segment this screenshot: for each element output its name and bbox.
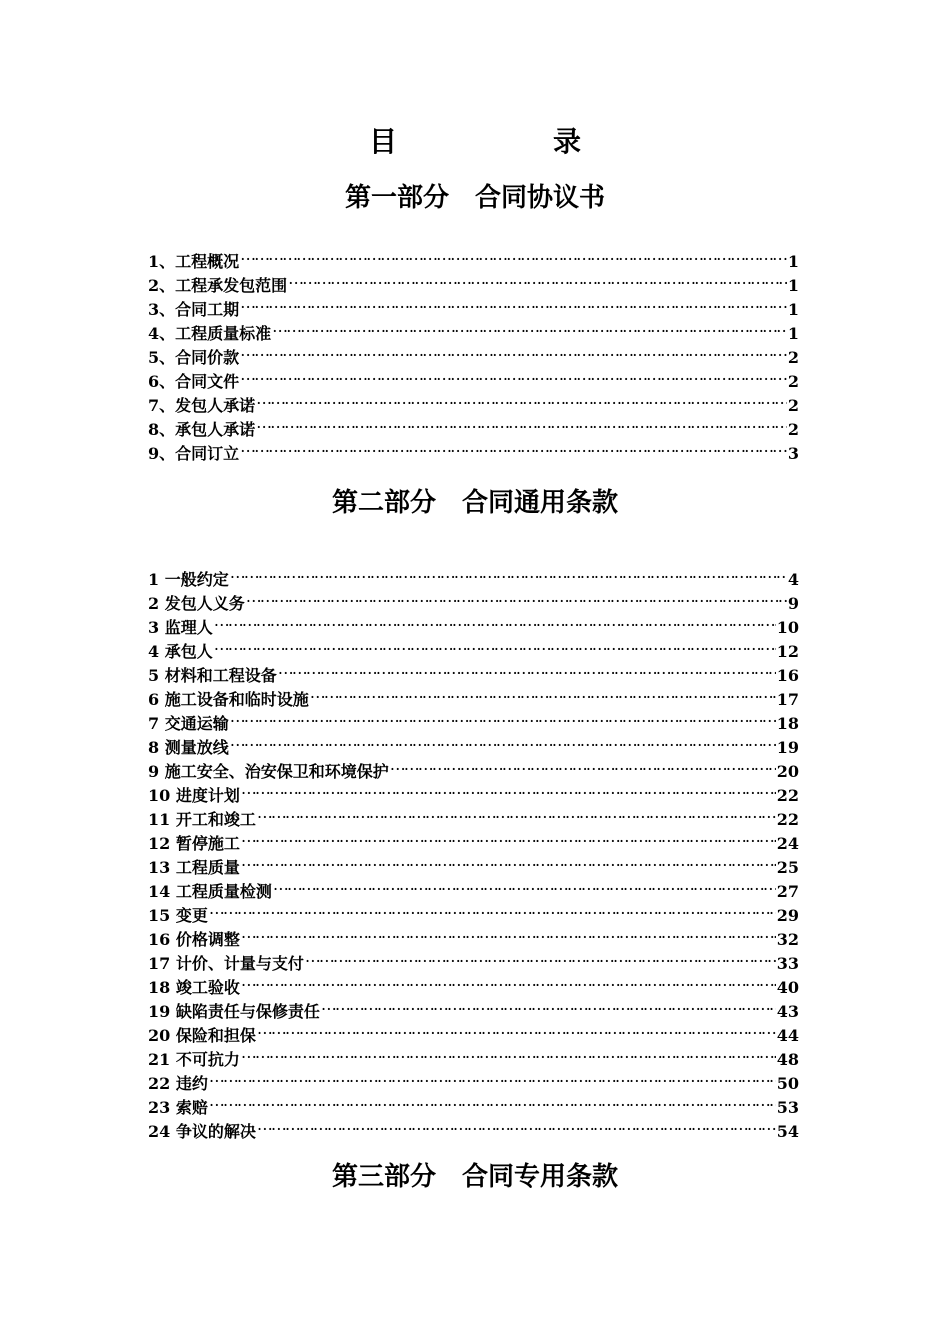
toc-entry-label: 5 材料和工程设备 [148, 666, 277, 685]
dot-leader [241, 825, 776, 849]
dot-leader [241, 969, 776, 993]
dot-leader [240, 363, 787, 387]
toc-entry-page-number: 48 [776, 1050, 799, 1069]
part3-title: 第三部分 合同专用条款 [331, 1162, 618, 1192]
toc-entry-page-number: 54 [776, 1122, 799, 1141]
toc-entry-label: 24 争议的解决 [148, 1122, 256, 1141]
dot-leader [257, 1113, 776, 1137]
toc-entry-label: 2、工程承发包范围 [148, 276, 288, 295]
toc-entry-label: 7 交通运输 [148, 714, 229, 733]
toc-entry-label: 18 竣工验收 [148, 978, 240, 997]
toc-entry-label: 1、工程概况 [148, 252, 240, 271]
toc-entry-label: 14 工程质量检测 [148, 882, 272, 901]
dot-leader [230, 729, 776, 753]
toc-entry-page-number: 29 [776, 906, 799, 925]
toc-entry-label: 12 暂停施工 [148, 834, 240, 853]
toc-entry-page-number: 1 [787, 300, 799, 319]
dot-leader [305, 945, 776, 969]
toc-entry-label: 10 进度计划 [148, 786, 240, 805]
toc-entry [148, 777, 799, 805]
toc-entry [148, 339, 799, 367]
toc-entry-label: 17 计价、计量与支付 [148, 954, 304, 973]
toc-entry [148, 705, 799, 733]
toc-entry-page-number: 2 [787, 348, 799, 367]
part2-toc-list [148, 561, 799, 1141]
dot-leader [272, 315, 787, 339]
dot-leader [321, 993, 776, 1017]
dot-leader [241, 921, 776, 945]
toc-entry-label: 6、合同文件 [148, 372, 240, 391]
toc-entry [148, 1113, 799, 1141]
toc-entry-page-number: 16 [776, 666, 799, 685]
dot-leader [390, 753, 776, 777]
toc-entry-page-number: 32 [776, 930, 799, 949]
dot-leader [256, 411, 787, 435]
toc-entry [148, 315, 799, 343]
dot-leader [256, 387, 787, 411]
dot-leader [209, 1065, 776, 1089]
toc-entry-page-number: 2 [787, 396, 799, 415]
toc-entry [148, 561, 799, 589]
toc-entry-page-number: 1 [787, 276, 799, 295]
toc-entry-page-number: 10 [776, 618, 799, 637]
toc-entry [148, 993, 799, 1021]
toc-entry-label: 9、合同订立 [148, 444, 240, 463]
dot-leader [214, 633, 776, 657]
toc-entry [148, 657, 799, 685]
dot-leader [257, 801, 776, 825]
toc-entry [148, 849, 799, 877]
toc-entry-label: 1 一般约定 [148, 570, 229, 589]
part1-toc-list [148, 243, 799, 463]
toc-entry-label: 6 施工设备和临时设施 [148, 690, 309, 709]
dot-leader [310, 681, 776, 705]
toc-entry-label: 4 承包人 [148, 642, 213, 661]
dot-leader [241, 1041, 776, 1065]
toc-entry-page-number: 9 [787, 594, 799, 613]
dot-leader [240, 291, 787, 315]
toc-entry-page-number: 27 [776, 882, 799, 901]
toc-entry-label: 2 发包人义务 [148, 594, 245, 613]
toc-entry-page-number: 20 [776, 762, 799, 781]
toc-entry-label: 4、工程质量标准 [148, 324, 272, 343]
toc-entry-label: 3 监理人 [148, 618, 213, 637]
toc-entry-page-number: 22 [776, 810, 799, 829]
toc-entry-label: 19 缺陷责任与保修责任 [148, 1002, 320, 1021]
toc-entry [148, 825, 799, 853]
toc-entry [148, 585, 799, 613]
toc-entry-label: 20 保险和担保 [148, 1026, 256, 1045]
toc-entry-label: 9 施工安全、治安保卫和环境保护 [148, 762, 389, 781]
toc-entry-page-number: 12 [776, 642, 799, 661]
dot-leader [230, 561, 787, 585]
part2-title: 第二部分 合同通用条款 [331, 488, 618, 518]
toc-title: 目 录 [368, 125, 645, 158]
toc-entry [148, 801, 799, 829]
dot-leader [230, 705, 776, 729]
dot-leader [257, 1017, 776, 1041]
toc-entry [148, 435, 799, 463]
toc-entry-label: 5、合同价款 [148, 348, 240, 367]
toc-entry-page-number: 40 [776, 978, 799, 997]
toc-entry [148, 969, 799, 997]
toc-entry [148, 729, 799, 757]
dot-leader [240, 339, 787, 363]
toc-entry-page-number: 2 [787, 372, 799, 391]
toc-entry-label: 8、承包人承诺 [148, 420, 256, 439]
dot-leader [273, 873, 776, 897]
toc-entry-page-number: 17 [776, 690, 799, 709]
toc-entry-page-number: 43 [776, 1002, 799, 1021]
toc-entry [148, 1065, 799, 1093]
toc-entry [148, 267, 799, 295]
toc-entry-label: 23 索赔 [148, 1098, 208, 1117]
toc-entry [148, 945, 799, 973]
dot-leader [240, 435, 787, 459]
part1-title: 第一部分 合同协议书 [344, 183, 605, 213]
toc-entry-page-number: 18 [776, 714, 799, 733]
dot-leader [246, 585, 787, 609]
toc-entry-label: 22 违约 [148, 1074, 208, 1093]
toc-entry-label: 15 变更 [148, 906, 208, 925]
toc-entry-page-number: 1 [787, 252, 799, 271]
toc-entry-page-number: 50 [776, 1074, 799, 1093]
toc-entry [148, 1089, 799, 1117]
toc-entry-label: 3、合同工期 [148, 300, 240, 319]
toc-entry [148, 291, 799, 319]
toc-entry-page-number: 33 [776, 954, 799, 973]
toc-entry-page-number: 24 [776, 834, 799, 853]
toc-entry-page-number: 19 [776, 738, 799, 757]
toc-entry-label: 16 价格调整 [148, 930, 240, 949]
toc-entry-page-number: 22 [776, 786, 799, 805]
toc-entry [148, 243, 799, 271]
toc-entry [148, 387, 799, 415]
dot-leader [209, 1089, 776, 1113]
toc-entry-label: 13 工程质量 [148, 858, 240, 877]
toc-entry-label: 21 不可抗力 [148, 1050, 240, 1069]
toc-entry [148, 921, 799, 949]
dot-leader [214, 609, 776, 633]
toc-entry-page-number: 2 [787, 420, 799, 439]
dot-leader [278, 657, 776, 681]
toc-entry [148, 609, 799, 637]
toc-entry-label: 7、发包人承诺 [148, 396, 256, 415]
dot-leader [209, 897, 776, 921]
toc-entry-page-number: 25 [776, 858, 799, 877]
toc-entry [148, 897, 799, 925]
dot-leader [240, 243, 787, 267]
dot-leader [241, 777, 776, 801]
toc-entry-label: 8 测量放线 [148, 738, 229, 757]
toc-entry [148, 873, 799, 901]
toc-entry [148, 753, 799, 781]
toc-entry [148, 633, 799, 661]
toc-entry [148, 1041, 799, 1069]
toc-entry-page-number: 1 [787, 324, 799, 343]
toc-entry-page-number: 44 [776, 1026, 799, 1045]
toc-entry-page-number: 53 [776, 1098, 799, 1117]
toc-entry-page-number: 4 [787, 570, 799, 589]
toc-entry-label: 11 开工和竣工 [148, 810, 256, 829]
toc-entry [148, 363, 799, 391]
dot-leader [241, 849, 776, 873]
dot-leader [288, 267, 787, 291]
toc-entry-page-number: 3 [787, 444, 799, 463]
